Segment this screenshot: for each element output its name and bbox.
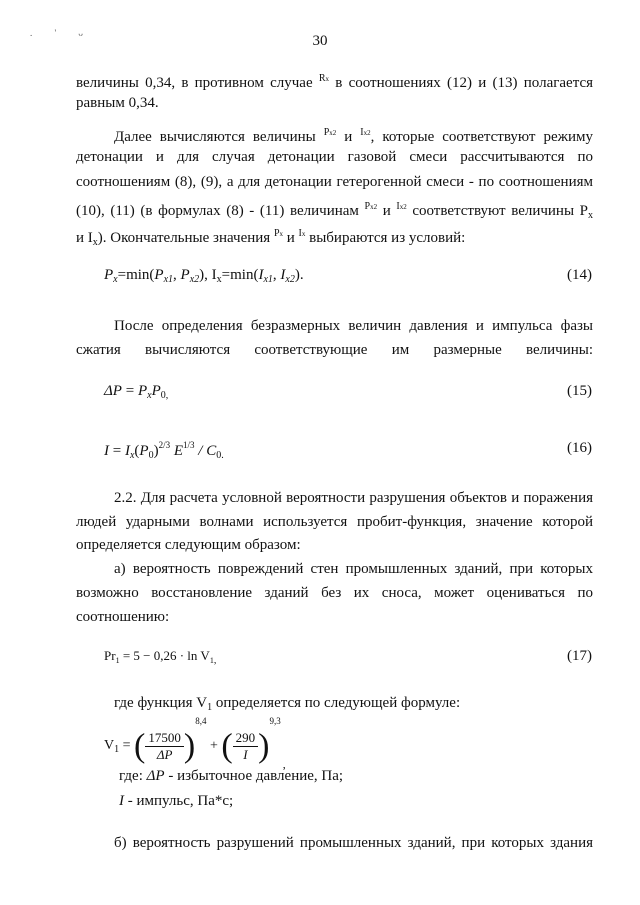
v1-fraction-2: $\frac{290}{I}$ bbox=[233, 730, 259, 763]
rx-symbol: Rx bbox=[318, 73, 330, 84]
equation-17-formula: $Pr_1 = 5 - 0,26 \cdot \ln V_{1,}$ bbox=[104, 648, 217, 666]
paragraph-5-line-2: возможно восстановление зданий без их сноса, может оцениваться по bbox=[76, 585, 593, 601]
paragraph-4-line-3: определяется следующим образом: bbox=[76, 537, 301, 553]
ix2-symbol: Ix2 bbox=[360, 127, 371, 138]
equation-16 bbox=[104, 440, 592, 466]
paragraph-6: где функция $V_1$ определяется по следующей формуле: bbox=[114, 695, 461, 713]
paragraph-3-line-2: сжатия вычисляются соответствующие им размерные величины: bbox=[76, 342, 593, 358]
paragraph-5-line-1: а) вероятность повреждений стен промышленных зданий, при которых bbox=[114, 561, 593, 577]
legend-impulse: I - импульс, Па*с; bbox=[119, 793, 234, 809]
equation-16-formula: $I = I_x(P_0)^{2/3}$ $E^{1/3} / C_{0.}$ bbox=[104, 440, 224, 461]
paragraph-4-line-1: 2.2. Для расчета условной вероятности разрушения объектов и поражения bbox=[114, 490, 593, 506]
ix-symbol: Ix bbox=[298, 228, 306, 239]
v1-formula: $V_1$ = ( $\frac{17500}{\Delta P}$ )$^{8,4}$ + ( $\frac{290}{I}$ )$^{9,3}_,$ bbox=[104, 716, 286, 771]
v1-fraction-1: $\frac{17500}{\Delta P}$ bbox=[145, 730, 184, 763]
legend-pressure: где: ΔP - избыточное давление, Па; bbox=[119, 768, 344, 784]
paragraph-5-line-3: соотношению: bbox=[76, 609, 170, 625]
paragraph-1-line-2: равным 0,34. bbox=[76, 95, 159, 111]
paragraph-2-line-3: соотношениям (8), (9), а для детонации гетерогенной смеси - по соотношениям bbox=[76, 174, 593, 190]
paragraph-2-line-1: Далее вычисляются величины $^{Px2}$ и $^{Ix2}$, которые соответствуют режиму bbox=[114, 127, 593, 145]
px2-symbol: Px2 bbox=[323, 127, 337, 138]
equation-15-formula: $\Delta P = P_xP_{0,}$ bbox=[104, 383, 169, 401]
equation-15-number: (15) bbox=[567, 383, 592, 399]
equation-15 bbox=[104, 383, 592, 409]
px-symbol: Px bbox=[273, 228, 284, 239]
paragraph-1-line-1: величины 0,34, в противном случае $^{Rx}$ в соотношениях (12) и (13) полагается bbox=[76, 73, 594, 91]
ix2-symbol-2: Ix2 bbox=[396, 201, 407, 212]
scan-specks: . ' ᴗ bbox=[30, 28, 93, 38]
paragraph-4-line-2: людей ударными волнами используется пробит-функция, значение которой bbox=[76, 514, 593, 530]
page-number: 30 bbox=[312, 33, 328, 49]
paragraph-2-line-4: (10), (11) (в формулах (8) - (11) величинам $^{Px2}$ и $^{Ix2}$ соответствуют величины $P_x$ bbox=[76, 201, 593, 221]
paragraph-2-line-5: и $I_x$). Окончательные значения $^{Px}$ и $^{Ix}$ выбираются из условий: bbox=[76, 228, 466, 248]
equation-14 bbox=[104, 267, 592, 293]
equation-16-number: (16) bbox=[567, 440, 592, 456]
paragraph-2-line-2: детонации и для случая детонации газовой смеси рассчитываются по bbox=[76, 149, 593, 165]
equation-17 bbox=[104, 648, 592, 674]
px2-symbol-2: Px2 bbox=[364, 201, 378, 212]
paragraph-7-line-1: б) вероятность разрушений промышленных зданий, при которых здания bbox=[114, 835, 593, 851]
equation-17-number: (17) bbox=[567, 648, 592, 664]
equation-14-formula: $P_x=\min(P_{x1}$, $P_{x2}$), $I_x=\min(I_{x1}$, $I_{x2}$). bbox=[104, 267, 304, 285]
equation-14-number: (14) bbox=[567, 267, 592, 283]
paragraph-3-line-1: После определения безразмерных величин давления и импульса фазы bbox=[114, 318, 593, 334]
